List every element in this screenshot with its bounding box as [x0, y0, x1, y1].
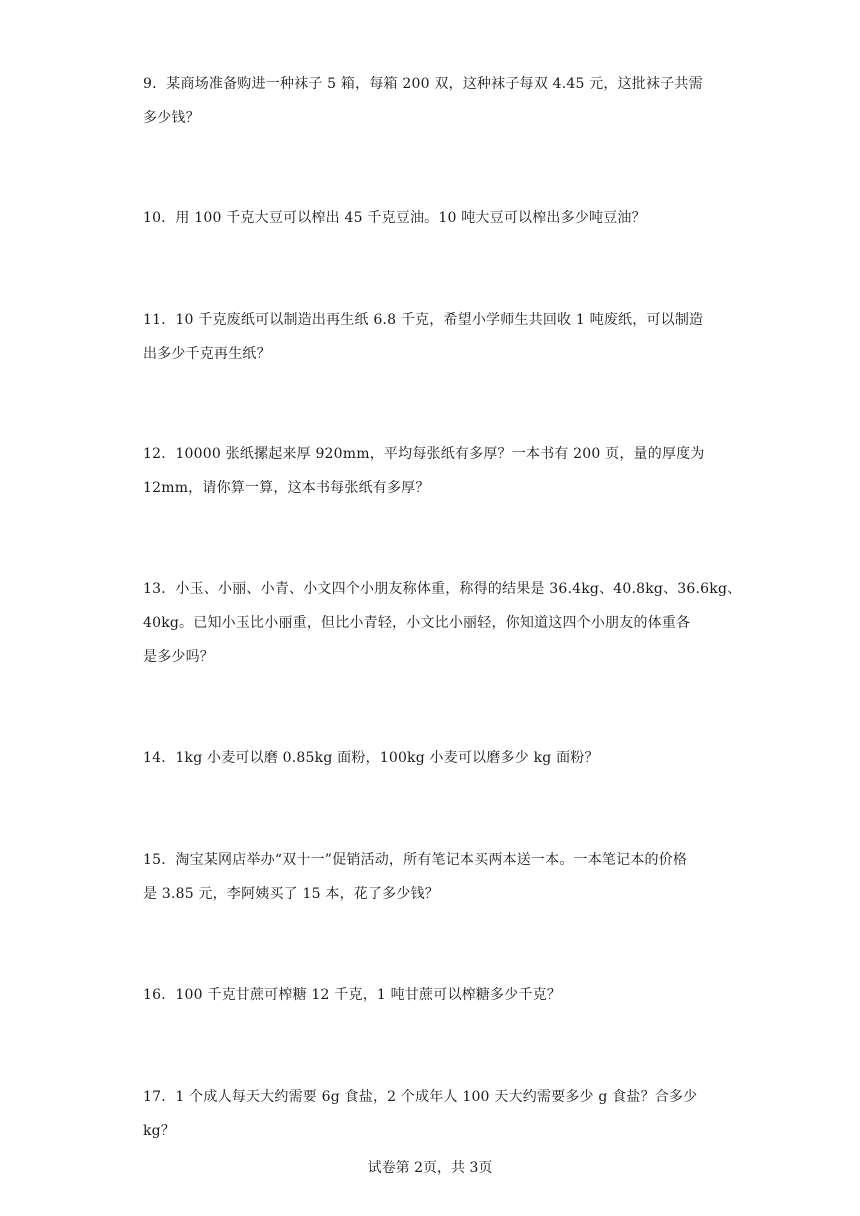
question-14	[143, 741, 723, 775]
page-footer: 试卷第 2页，共 3页	[367, 1160, 493, 1176]
question-15-line-1: 15．淘宝某网店举办“双十一”促销活动，所有笔记本买两本送一本。一本笔记本的价格	[143, 852, 688, 868]
question-14-line-1: 14．1kg 小麦可以磨 0.85kg 面粉，100kg 小麦可以磨多少 kg 面粉？	[143, 750, 599, 766]
question-17-line-1: 17．1 个成人每天大约需要 6g 食盐，2 个成年人 100 天大约需要多少 g 食盐？合多少	[143, 1089, 698, 1105]
question-11-line-2: 出多少千克再生纸？	[143, 346, 271, 362]
question-11-line-1: 11．10 千克废纸可以制造出再生纸 6.8 千克，希望小学师生共回收 1 吨废纸，可以制造	[143, 312, 704, 328]
question-12	[143, 437, 723, 505]
question-13	[143, 572, 742, 674]
question-9-line-2: 多少钱？	[143, 110, 200, 126]
question-15	[143, 843, 723, 911]
question-9	[143, 67, 723, 135]
question-9-line-1: 9．某商场准备购进一种袜子 5 箱，每箱 200 双，这种袜子每双 4.45 元，这批袜子共需	[143, 76, 703, 92]
question-16	[143, 978, 723, 1012]
question-10	[143, 201, 723, 235]
question-15-line-2: 是 3.85 元，李阿姨买了 15 本，花了多少钱？	[143, 886, 439, 902]
question-13-line-3: 是多少吗？	[143, 649, 214, 665]
question-13-line-1: 13．小玉、小丽、小青、小文四个小朋友称体重，称得的结果是 36.4kg、40.8kg、36.6kg、	[143, 581, 742, 597]
question-12-line-1: 12．10000 张纸摞起来厚 920mm，平均每张纸有多厚？一本书有 200 页，量的厚度为	[143, 446, 705, 462]
question-17-line-2: kg？	[143, 1123, 176, 1139]
question-17	[143, 1080, 723, 1148]
question-16-line-1: 16．100 千克甘蔗可榨糖 12 千克，1 吨甘蔗可以榨糖多少千克？	[143, 987, 562, 1003]
question-12-line-2: 12mm，请你算一算，这本书每张纸有多厚？	[143, 480, 430, 496]
question-13-line-2: 40kg。已知小玉比小丽重，但比小青轻，小文比小丽轻，你知道这四个小朋友的体重各	[143, 615, 691, 631]
question-10-line-1: 10．用 100 千克大豆可以榨出 45 千克豆油。10 吨大豆可以榨出多少吨豆油？	[143, 210, 646, 226]
question-11	[143, 303, 723, 371]
